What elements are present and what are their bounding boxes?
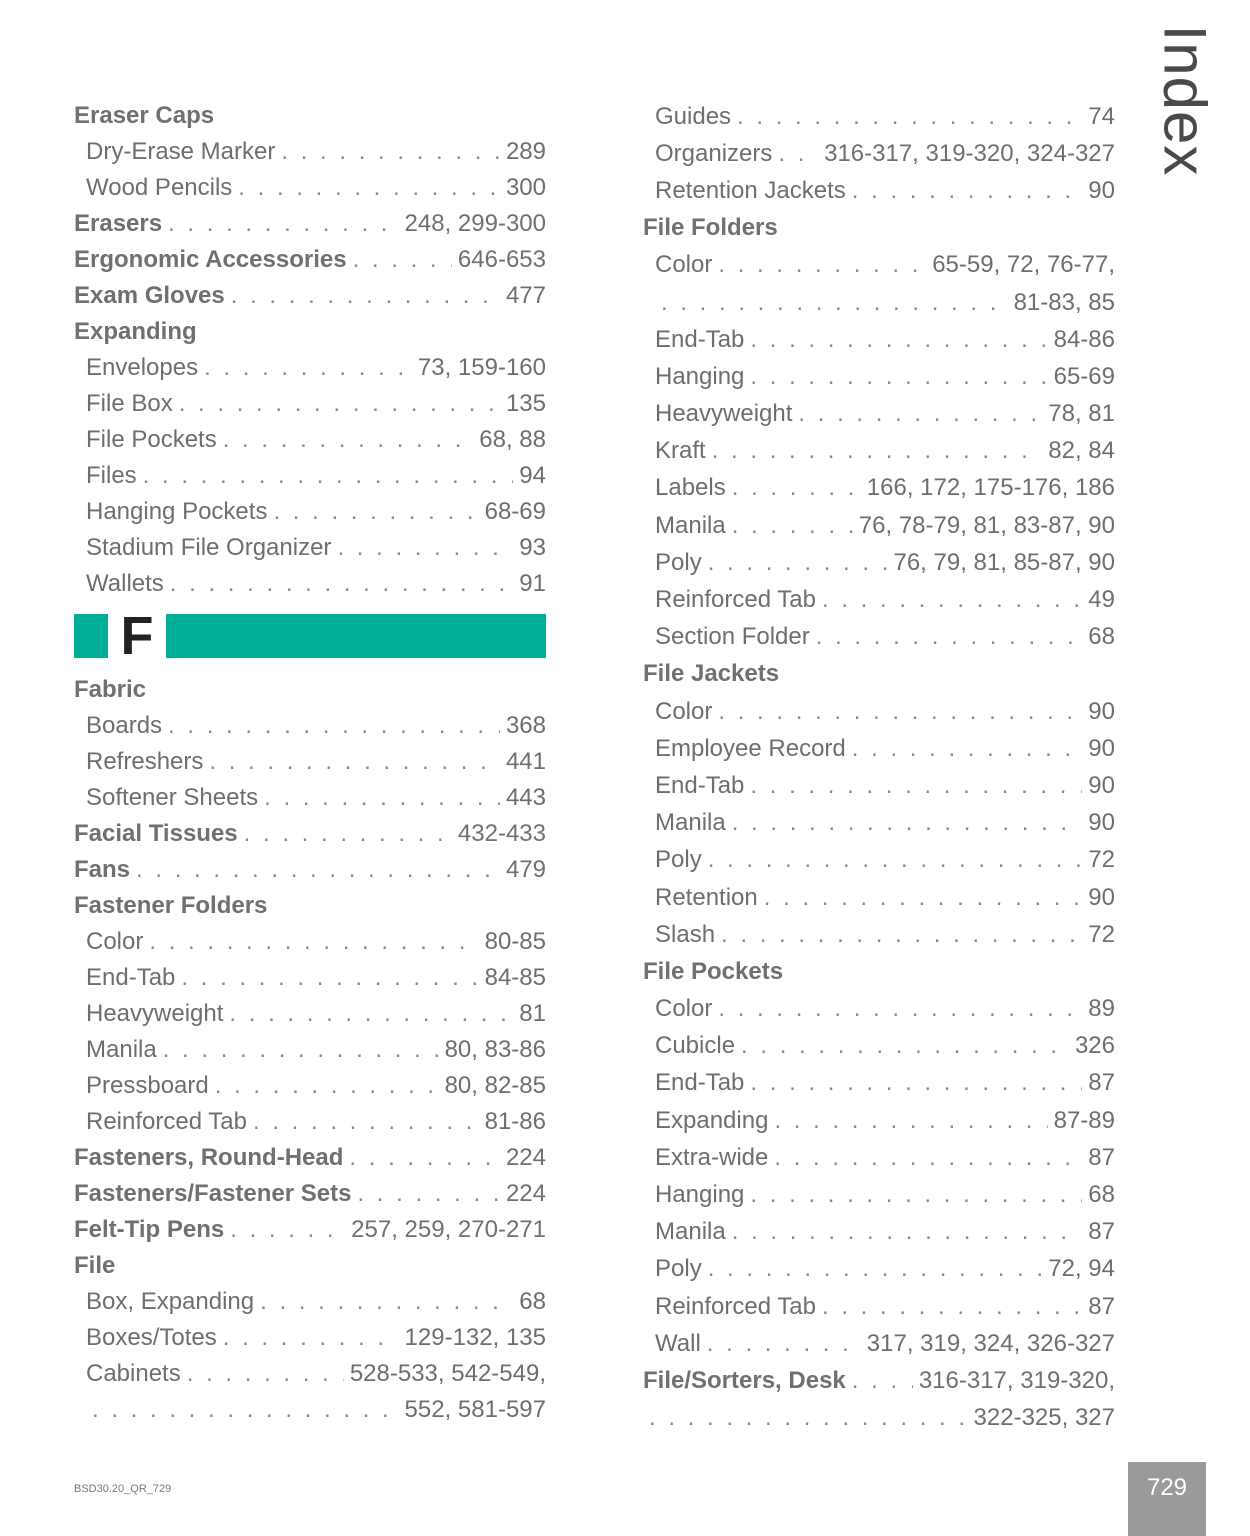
- index-side-title-text: Index: [1151, 24, 1219, 176]
- dot-leader: [708, 549, 888, 577]
- index-subentry: [643, 1065, 1115, 1102]
- index-heading: [74, 278, 546, 314]
- index-subentry: [643, 991, 1115, 1028]
- entry-term: Guides: [655, 102, 732, 130]
- index-subentry: [643, 581, 1115, 618]
- dot-leader: [253, 1108, 479, 1136]
- index-subentry: [643, 1176, 1115, 1213]
- dot-leader: [649, 1404, 968, 1432]
- page-number-box: [1128, 1462, 1206, 1536]
- index-subentry: [74, 350, 546, 386]
- entry-term: Cabinets: [86, 1360, 181, 1387]
- entry-term: File/Sorters, Desk: [643, 1366, 846, 1394]
- entry-term: Color: [655, 697, 713, 725]
- index-heading: [643, 1362, 1115, 1399]
- entry-term: End-Tab: [655, 771, 745, 799]
- section-bar-right-block: [166, 614, 546, 658]
- entry-term: Poly: [655, 1255, 702, 1283]
- entry-pages: 65-69: [1053, 362, 1115, 390]
- dot-leader: [707, 1330, 861, 1358]
- entry-term: Fans: [74, 856, 131, 883]
- dot-leader: [712, 437, 1043, 465]
- entry-term: Heavyweight: [86, 1000, 224, 1027]
- entry-pages: 646-653: [457, 246, 546, 273]
- entry-pages: 87: [1088, 1143, 1115, 1171]
- entry-term: Color: [655, 251, 713, 279]
- index-subentry: [643, 1251, 1115, 1288]
- entry-pages: 87-89: [1053, 1106, 1115, 1134]
- entry-term: Extra-wide: [655, 1143, 769, 1171]
- index-subentry: [643, 358, 1115, 395]
- entry-pages: 87: [1088, 1218, 1115, 1246]
- dot-leader: [774, 1144, 1082, 1172]
- entry-term: End-Tab: [86, 964, 176, 991]
- entry-pages: 80, 82-85: [444, 1072, 546, 1099]
- dot-leader: [798, 400, 1042, 428]
- entry-pages: 72: [1088, 920, 1115, 948]
- entry-term: Hanging: [655, 1181, 745, 1209]
- entry-term: File Box: [86, 390, 173, 417]
- dot-leader: [168, 210, 398, 238]
- entry-term: Manila: [86, 1036, 157, 1063]
- entry-pages: 78, 81: [1048, 400, 1115, 428]
- index-subentry: [643, 172, 1115, 209]
- index-subentry: [74, 170, 546, 206]
- entry-term: Wallets: [86, 570, 164, 597]
- entry-term: Labels: [655, 474, 726, 502]
- entry-pages: 90: [1088, 883, 1115, 911]
- dot-leader: [273, 498, 478, 526]
- entry-pages: 90: [1088, 771, 1115, 799]
- dot-leader: [774, 1107, 1047, 1135]
- entry-term: Pressboard: [86, 1072, 209, 1099]
- entry-term: Wood Pencils: [86, 174, 233, 201]
- dot-leader: [349, 1144, 500, 1172]
- entry-pages: 76, 79, 81, 85-87, 90: [893, 548, 1115, 576]
- index-subentry: [643, 1139, 1115, 1176]
- index-subentry: [74, 1392, 546, 1428]
- index-subentry: [643, 284, 1115, 321]
- entry-pages: 68-69: [484, 498, 546, 525]
- dot-leader: [281, 138, 500, 166]
- index-column-left: [74, 98, 546, 1428]
- entry-term: File Jackets: [643, 660, 780, 688]
- dot-leader: [737, 103, 1082, 131]
- index-heading: [74, 1176, 546, 1212]
- dot-leader: [143, 462, 514, 490]
- dot-leader: [264, 784, 500, 812]
- entry-pages: 84-85: [484, 964, 546, 991]
- dot-leader: [750, 326, 1047, 354]
- index-heading: [643, 656, 1115, 693]
- entry-term: Facial Tissues: [74, 820, 238, 847]
- entry-term: Erasers: [74, 210, 163, 237]
- index-subentry: [74, 566, 546, 602]
- entry-pages: 317, 319, 324, 326-327: [866, 1329, 1115, 1357]
- dot-leader: [732, 1218, 1083, 1246]
- entry-pages: 441: [505, 748, 546, 775]
- entry-pages: 90: [1088, 697, 1115, 725]
- index-subentry: [643, 1214, 1115, 1251]
- entry-pages: 68: [1088, 623, 1115, 651]
- entry-pages: 81: [519, 1000, 546, 1027]
- entry-term: Reinforced Tab: [655, 1292, 816, 1320]
- entry-term: Heavyweight: [655, 400, 793, 428]
- entry-term: Wall: [655, 1329, 701, 1357]
- entry-term: Boxes/Totes: [86, 1324, 217, 1351]
- section-bar-left-block: [74, 614, 108, 658]
- entry-term: Eraser Caps: [74, 102, 215, 129]
- index-heading: [74, 816, 546, 852]
- dot-leader: [750, 363, 1047, 391]
- entry-pages: 80, 83-86: [444, 1036, 546, 1063]
- entry-term: Exam Gloves: [74, 282, 225, 309]
- dot-leader: [149, 928, 478, 956]
- entry-term: Felt-Tip Pens: [74, 1216, 225, 1243]
- entry-pages: 81-86: [484, 1108, 546, 1135]
- index-subentry: [643, 321, 1115, 358]
- dot-leader: [92, 1396, 399, 1424]
- index-subentry: [643, 396, 1115, 433]
- entry-pages: 326: [1074, 1032, 1115, 1060]
- index-subentry: [74, 744, 546, 780]
- entry-pages: 91: [519, 570, 546, 597]
- index-subentry: [643, 619, 1115, 656]
- entry-pages: 72, 94: [1048, 1255, 1115, 1283]
- entry-term: Organizers: [655, 139, 773, 167]
- entry-term: Manila: [655, 809, 726, 837]
- entry-term: Cubicle: [655, 1032, 736, 1060]
- dot-leader: [778, 140, 818, 168]
- index-side-title: [1150, 24, 1220, 176]
- dot-leader: [708, 846, 1083, 874]
- entry-term: Fasteners, Round-Head: [74, 1144, 344, 1171]
- entry-pages: 49: [1088, 586, 1115, 614]
- dot-leader: [229, 1000, 513, 1028]
- dot-leader: [750, 1069, 1082, 1097]
- dot-leader: [215, 1072, 439, 1100]
- entry-term: Manila: [655, 511, 726, 539]
- index-subentry: [74, 494, 546, 530]
- dot-leader: [168, 712, 500, 740]
- entry-term: Boards: [86, 712, 163, 739]
- dot-leader: [718, 995, 1082, 1023]
- entry-pages: 81-83, 85: [1013, 288, 1115, 316]
- dot-leader: [163, 1036, 439, 1064]
- dot-leader: [750, 772, 1082, 800]
- entry-pages: 316-317, 319-320,: [918, 1366, 1115, 1394]
- dot-leader: [718, 698, 1082, 726]
- dot-leader: [179, 390, 500, 418]
- dot-leader: [816, 623, 1083, 651]
- entry-term: Envelopes: [86, 354, 199, 381]
- entry-term: Manila: [655, 1218, 726, 1246]
- entry-pages: 552, 581-597: [404, 1396, 546, 1423]
- entry-pages: 257, 259, 270-271: [351, 1216, 546, 1243]
- entry-term: Fabric: [74, 676, 147, 703]
- index-subentry: [74, 422, 546, 458]
- entry-term: Box, Expanding: [86, 1288, 255, 1315]
- entry-pages: 129-132, 135: [404, 1324, 546, 1351]
- index-subentry: [74, 1320, 546, 1356]
- entry-term: Section Folder: [655, 623, 810, 651]
- dot-leader: [230, 1216, 345, 1244]
- entry-term: Retention Jackets: [655, 176, 846, 204]
- entry-pages: 82, 84: [1048, 437, 1115, 465]
- entry-term: Hanging Pockets: [86, 498, 268, 525]
- dot-leader: [181, 964, 478, 992]
- entry-pages: 90: [1088, 734, 1115, 762]
- index-heading: [643, 953, 1115, 990]
- entry-pages: 84-86: [1053, 325, 1115, 353]
- dot-leader: [741, 1032, 1069, 1060]
- dot-leader: [136, 856, 500, 884]
- dot-leader: [764, 884, 1083, 912]
- index-subentry: [643, 805, 1115, 842]
- index-subentry: [643, 98, 1115, 135]
- index-subentry: [74, 134, 546, 170]
- index-subentry: [643, 1288, 1115, 1325]
- entry-pages: 90: [1088, 809, 1115, 837]
- footer-code: BSD30.20_QR_729: [74, 1483, 172, 1495]
- section-header-f: [74, 606, 546, 666]
- entry-pages: 135: [505, 390, 546, 417]
- entry-pages: 289: [505, 138, 546, 165]
- index-subentry: [643, 1028, 1115, 1065]
- entry-pages: 479: [505, 856, 546, 883]
- dot-leader: [187, 1360, 344, 1388]
- dot-leader: [353, 246, 452, 274]
- index-subentry: [643, 247, 1115, 284]
- entry-term: Hanging: [655, 362, 745, 390]
- entries-after-section: [74, 672, 546, 1428]
- dot-leader: [231, 282, 500, 310]
- dot-leader: [732, 512, 853, 540]
- dot-leader: [750, 1181, 1082, 1209]
- entry-pages: 87: [1088, 1069, 1115, 1097]
- entry-term: Retention: [655, 883, 758, 911]
- dot-leader: [661, 289, 1008, 317]
- index-heading: [74, 1248, 546, 1284]
- dot-leader: [244, 820, 452, 848]
- index-subentry: [643, 767, 1115, 804]
- entry-term: Expanding: [655, 1106, 769, 1134]
- entry-pages: 443: [505, 784, 546, 811]
- index-subentry: [643, 842, 1115, 879]
- index-heading: [74, 852, 546, 888]
- entry-pages: 248, 299-300: [404, 210, 546, 237]
- entry-term: Reinforced Tab: [655, 586, 816, 614]
- entry-pages: 368: [505, 712, 546, 739]
- entry-term: File Folders: [643, 214, 778, 242]
- dot-leader: [337, 534, 513, 562]
- dot-leader: [223, 1324, 399, 1352]
- dot-leader: [223, 426, 474, 454]
- index-subentry: [74, 708, 546, 744]
- entry-pages: 316-317, 319-320, 324-327: [824, 139, 1115, 167]
- entry-pages: 72: [1088, 846, 1115, 874]
- entry-pages: 68: [519, 1288, 546, 1315]
- entry-pages: 68, 88: [479, 426, 546, 453]
- entry-term: Ergonomic Accessories: [74, 246, 347, 273]
- index-subentry: [643, 1325, 1115, 1362]
- entry-term: End-Tab: [655, 325, 745, 353]
- entry-term: Kraft: [655, 437, 706, 465]
- index-subentry: [74, 1356, 546, 1392]
- entry-pages: 74: [1088, 102, 1115, 130]
- entry-pages: 90: [1088, 176, 1115, 204]
- dot-leader: [718, 251, 926, 279]
- section-letter: F: [120, 606, 154, 666]
- index-heading: [74, 314, 546, 350]
- entry-pages: 166, 172, 175-176, 186: [866, 474, 1115, 502]
- index-subentry: [74, 530, 546, 566]
- entry-pages: 65-59, 72, 76-77,: [932, 251, 1115, 279]
- index-subentry: [643, 433, 1115, 470]
- dot-leader: [260, 1288, 513, 1316]
- index-subentry: [643, 693, 1115, 730]
- index-heading: [74, 98, 546, 134]
- entry-term: Poly: [655, 846, 702, 874]
- index-heading: [643, 210, 1115, 247]
- index-subentry: [643, 1400, 1115, 1437]
- index-subentry: [74, 924, 546, 960]
- entry-pages: 528-533, 542-549,: [349, 1360, 546, 1387]
- index-heading: [74, 242, 546, 278]
- entry-term: File: [74, 1252, 116, 1279]
- dot-leader: [721, 921, 1082, 949]
- dot-leader: [238, 174, 500, 202]
- index-subentry: [643, 135, 1115, 172]
- entry-term: Color: [655, 995, 713, 1023]
- entry-term: Employee Record: [655, 734, 846, 762]
- dot-leader: [708, 1255, 1043, 1283]
- entry-pages: 322-325, 327: [973, 1404, 1115, 1432]
- dot-leader: [732, 809, 1083, 837]
- entry-pages: 68: [1088, 1181, 1115, 1209]
- dot-leader: [170, 570, 514, 598]
- dot-leader: [822, 1293, 1082, 1321]
- index-subentry: [643, 544, 1115, 581]
- index-subentry: [643, 916, 1115, 953]
- entry-pages: 477: [505, 282, 546, 309]
- dot-leader: [209, 748, 500, 776]
- entry-pages: 80-85: [484, 928, 546, 955]
- index-subentry: [74, 1032, 546, 1068]
- entry-pages: 87: [1088, 1292, 1115, 1320]
- dot-leader: [357, 1180, 499, 1208]
- entry-term: Refreshers: [86, 748, 204, 775]
- index-subentry: [643, 470, 1115, 507]
- entry-pages: 224: [505, 1180, 546, 1207]
- index-heading: [74, 888, 546, 924]
- dot-leader: [852, 735, 1083, 763]
- entries-before-section: [74, 98, 546, 602]
- index-subentry: [74, 780, 546, 816]
- index-subentry: [74, 386, 546, 422]
- entry-pages: 300: [505, 174, 546, 201]
- index-subentry: [74, 1068, 546, 1104]
- page-number: 729: [1146, 1474, 1188, 1501]
- index-subentry: [74, 458, 546, 494]
- index-subentry: [74, 1284, 546, 1320]
- entry-term: Expanding: [74, 318, 197, 345]
- dot-leader: [822, 586, 1082, 614]
- entry-term: Stadium File Organizer: [86, 534, 332, 561]
- index-subentry: [643, 879, 1115, 916]
- index-heading: [74, 1140, 546, 1176]
- dot-leader: [852, 177, 1083, 205]
- entry-pages: 89: [1088, 995, 1115, 1023]
- dot-leader: [204, 354, 412, 382]
- entry-term: Fastener Folders: [74, 892, 268, 919]
- dot-leader: [852, 1367, 913, 1395]
- index-subentry: [74, 1104, 546, 1140]
- entry-pages: 94: [519, 462, 546, 489]
- index-subentry: [643, 507, 1115, 544]
- entry-term: End-Tab: [655, 1069, 745, 1097]
- entry-term: File Pockets: [86, 426, 217, 453]
- entry-term: Poly: [655, 548, 702, 576]
- index-heading: [74, 672, 546, 708]
- entry-pages: 93: [519, 534, 546, 561]
- index-subentry: [74, 960, 546, 996]
- entry-pages: 432-433: [457, 820, 546, 847]
- entry-pages: 73, 159-160: [417, 354, 546, 381]
- dot-leader: [732, 474, 861, 502]
- entry-term: Softener Sheets: [86, 784, 259, 811]
- index-column-right: [643, 98, 1115, 1437]
- entry-term: Files: [86, 462, 137, 489]
- entry-term: File Pockets: [643, 957, 784, 985]
- entry-pages: 224: [505, 1144, 546, 1171]
- index-subentry: [643, 1102, 1115, 1139]
- index-heading: [74, 1212, 546, 1248]
- index-subentry: [643, 730, 1115, 767]
- index-heading: [74, 206, 546, 242]
- entry-term: Reinforced Tab: [86, 1108, 247, 1135]
- entry-term: Fasteners/Fastener Sets: [74, 1180, 352, 1207]
- entry-pages: 76, 78-79, 81, 83-87, 90: [858, 511, 1115, 539]
- entry-term: Color: [86, 928, 144, 955]
- entry-term: Slash: [655, 920, 716, 948]
- index-subentry: [74, 996, 546, 1032]
- entry-term: Dry-Erase Marker: [86, 138, 276, 165]
